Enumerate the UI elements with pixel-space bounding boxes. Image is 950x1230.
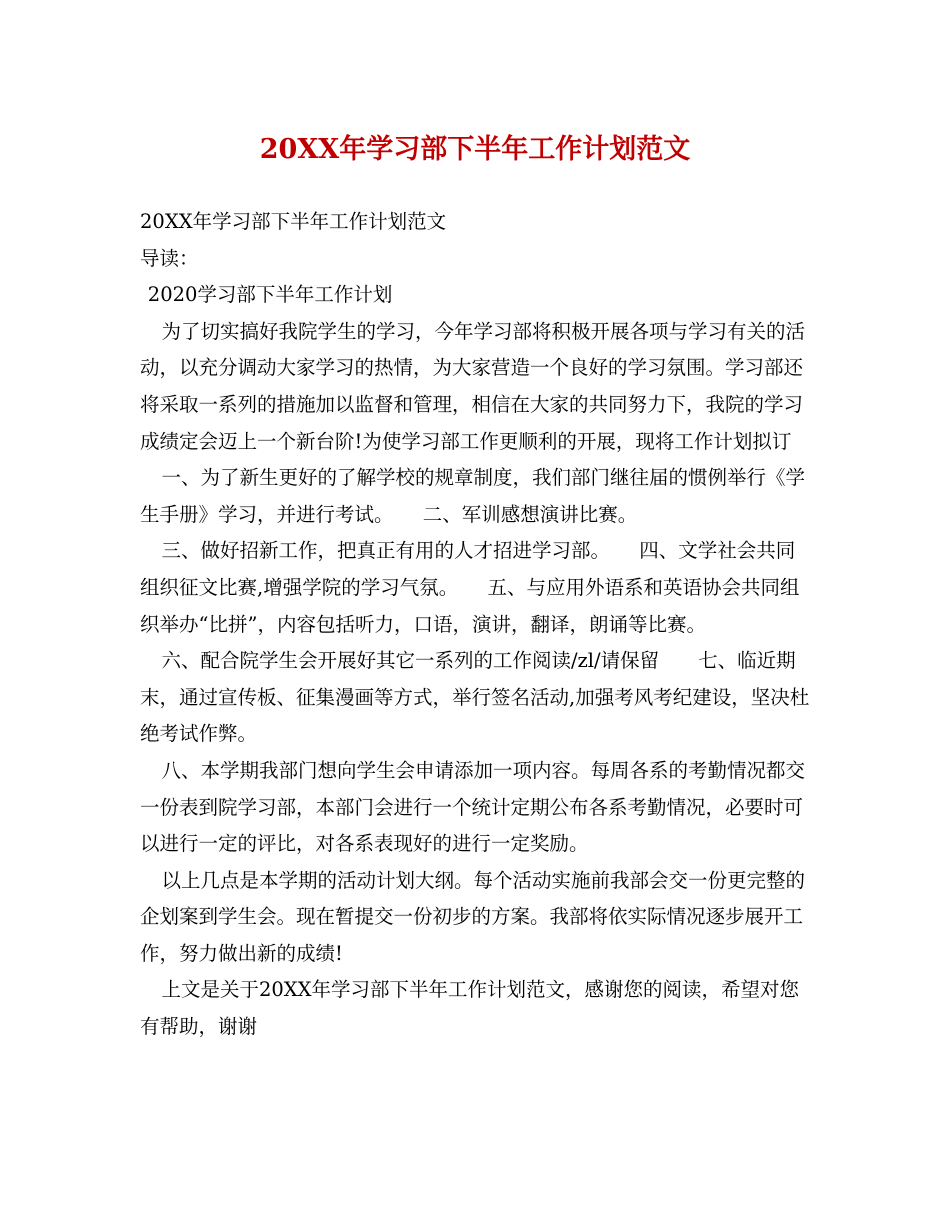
document-body — [140, 204, 812, 1046]
paragraph: 六、配合院学生会开展好其它一系列的工作阅读/zl/请保留 七、临近期末，通过宣传板、征集漫画等方式，举行签名活动,加强考风考纪建设，坚决杜绝考试作弊。 — [140, 649, 810, 746]
paragraph: 三、做好招新工作，把真正有用的人才招进学习部。 四、文学社会共同组织征文比赛,增强学院的学习气氛。 五、与应用外语系和英语协会共同组织举办“比拼”，内容包括听力，口语，演讲，翻译，朗诵等比赛。 — [140, 539, 800, 636]
paragraph-intro-label: 导读： — [140, 246, 199, 270]
paragraph-closing: 上文是关于20XX年学习部下半年工作计划范文，感谢您的阅读，希望对您有帮助，谢谢 — [140, 978, 800, 1039]
paragraph-subtitle: 2020学习部下半年工作计划 — [147, 283, 393, 307]
paragraph: 一、为了新生更好的了解学校的规章制度，我们部门继往届的惯例举行《学生手册》学习，并进行考试。 二、军训感想演讲比赛。 — [140, 466, 805, 526]
paragraph-heading: 20XX年学习部下半年工作计划范文 — [140, 210, 447, 233]
paragraph: 为了切实搞好我院学生的学习，今年学习部将积极开展各项与学习有关的活动，以充分调动大家学习的热情，为大家营造一个良好的学习氛围。学习部还将采取一系列的措施加以监督和管理，相信在大家的共同努力下，我院的学习成绩定会迈上一个新台阶!为使学习部工作更顺利的开展，现将工作计划拟订 — [140, 319, 805, 453]
paragraph: 八、本学期我部门想向学生会申请添加一项内容。每周各系的考勤情况都交一份表到院学习部，本部门会进行一个统计定期公布各系考勤情况，必要时可以进行一定的评比，对各系表现好的进行一定奖励。 — [140, 758, 805, 856]
paragraph: 以上几点是本学期的活动计划大纲。每个活动实施前我部会交一份更完整的企划案到学生会。现在暂提交一份初步的方案。我部将依实际情况逐步展开工作，努力做出新的成绩! — [140, 868, 805, 965]
document-title: 20XX年学习部下半年工作计划范文 — [259, 134, 691, 165]
